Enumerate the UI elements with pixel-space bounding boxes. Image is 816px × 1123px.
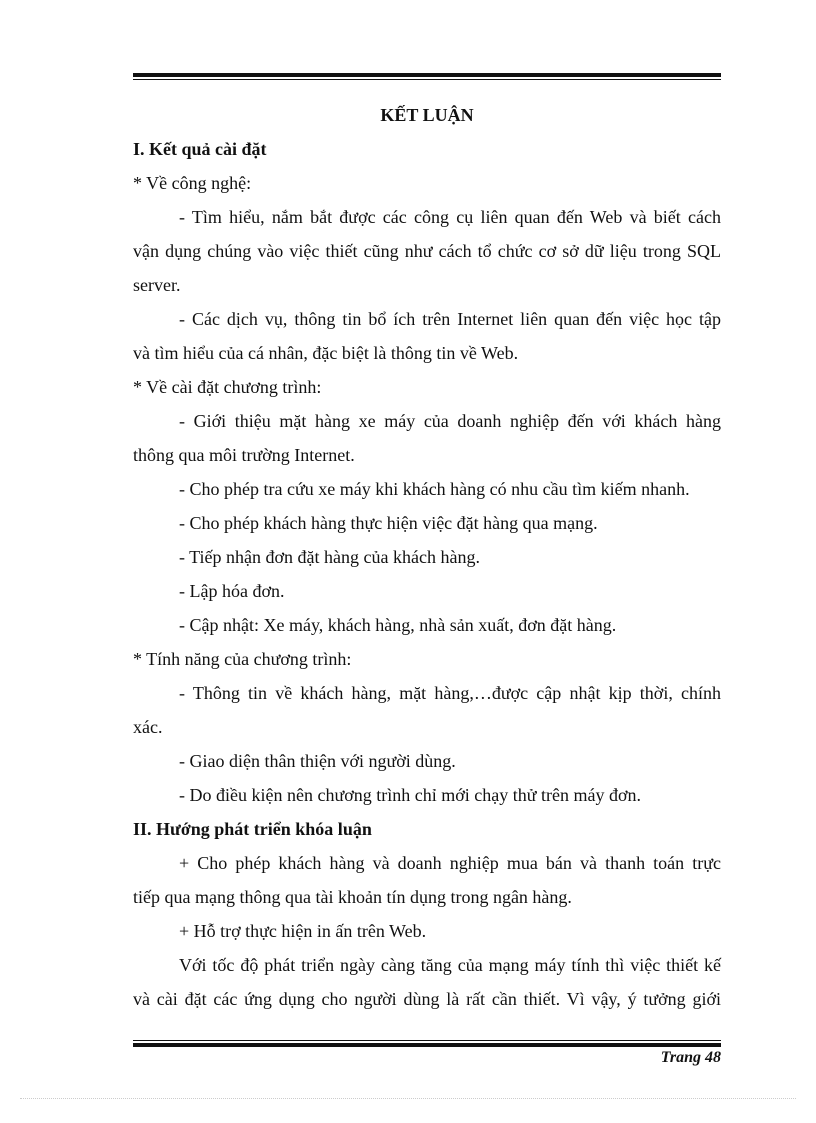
text-line: - Cho phép tra cứu xe máy khi khách hàng có nhu cầu tìm kiếm nhanh.: [179, 479, 690, 499]
page-content: [133, 98, 721, 1016]
text-line: * Về cài đặt chương trình:: [133, 377, 322, 397]
text-line: - Lập hóa đơn.: [179, 581, 285, 601]
page-number: Trang 48: [660, 1049, 721, 1066]
page-title: KẾT LUẬN: [380, 105, 474, 125]
text-line: + Hỗ trợ thực hiện in ấn trên Web.: [179, 921, 427, 941]
header-rule: [133, 73, 721, 80]
text-line: tiếp qua mạng thông qua tài khoản tín dụng trong ngân hàng.: [133, 887, 572, 907]
text-line: xác.: [133, 717, 163, 737]
section-heading: II. Hướng phát triển khóa luận: [133, 819, 372, 839]
text-line: - Giao diện thân thiện với người dùng.: [179, 751, 456, 771]
page-edge-dotted-line: [20, 1098, 796, 1099]
text-line: - Thông tin về khách hàng, mặt hàng,…được cập nhật kịp thời, chính: [179, 683, 721, 703]
text-line: và cài đặt các ứng dụng cho người dùng là rất cần thiết. Vì vậy, ý tưởng giới: [133, 989, 721, 1009]
text-line: - Do điều kiện nên chương trình chỉ mới chạy thử trên máy đơn.: [179, 785, 641, 805]
text-line: - Tìm hiểu, nắm bắt được các công cụ liên quan đến Web và biết cách: [179, 207, 721, 227]
section-heading: I. Kết quả cài đặt: [133, 139, 267, 159]
text-line: và tìm hiểu của cá nhân, đặc biệt là thông tin về Web.: [133, 343, 519, 363]
text-line: - Cho phép khách hàng thực hiện việc đặt hàng qua mạng.: [179, 513, 598, 533]
text-line: - Giới thiệu mặt hàng xe máy của doanh nghiệp đến với khách hàng: [179, 411, 721, 431]
text-line: Với tốc độ phát triển ngày càng tăng của mạng máy tính thì việc thiết kế: [179, 955, 721, 975]
text-line: - Cập nhật: Xe máy, khách hàng, nhà sản xuất, đơn đặt hàng.: [179, 615, 617, 635]
text-line: * Tính năng của chương trình:: [133, 649, 352, 669]
body-text: [133, 132, 721, 1016]
text-line: - Các dịch vụ, thông tin bổ ích trên Internet liên quan đến việc học tập: [179, 309, 721, 329]
text-line: vận dụng chúng vào việc thiết cũng như cách tổ chức cơ sở dữ liệu trong SQL: [133, 241, 721, 261]
text-line: - Tiếp nhận đơn đặt hàng của khách hàng.: [179, 547, 480, 567]
text-line: server.: [133, 275, 181, 295]
text-line: + Cho phép khách hàng và doanh nghiệp mua bán và thanh toán trực: [179, 853, 721, 873]
text-line: * Về công nghệ:: [133, 173, 252, 193]
text-line: thông qua môi trường Internet.: [133, 445, 355, 465]
footer-rule: [133, 1040, 721, 1047]
